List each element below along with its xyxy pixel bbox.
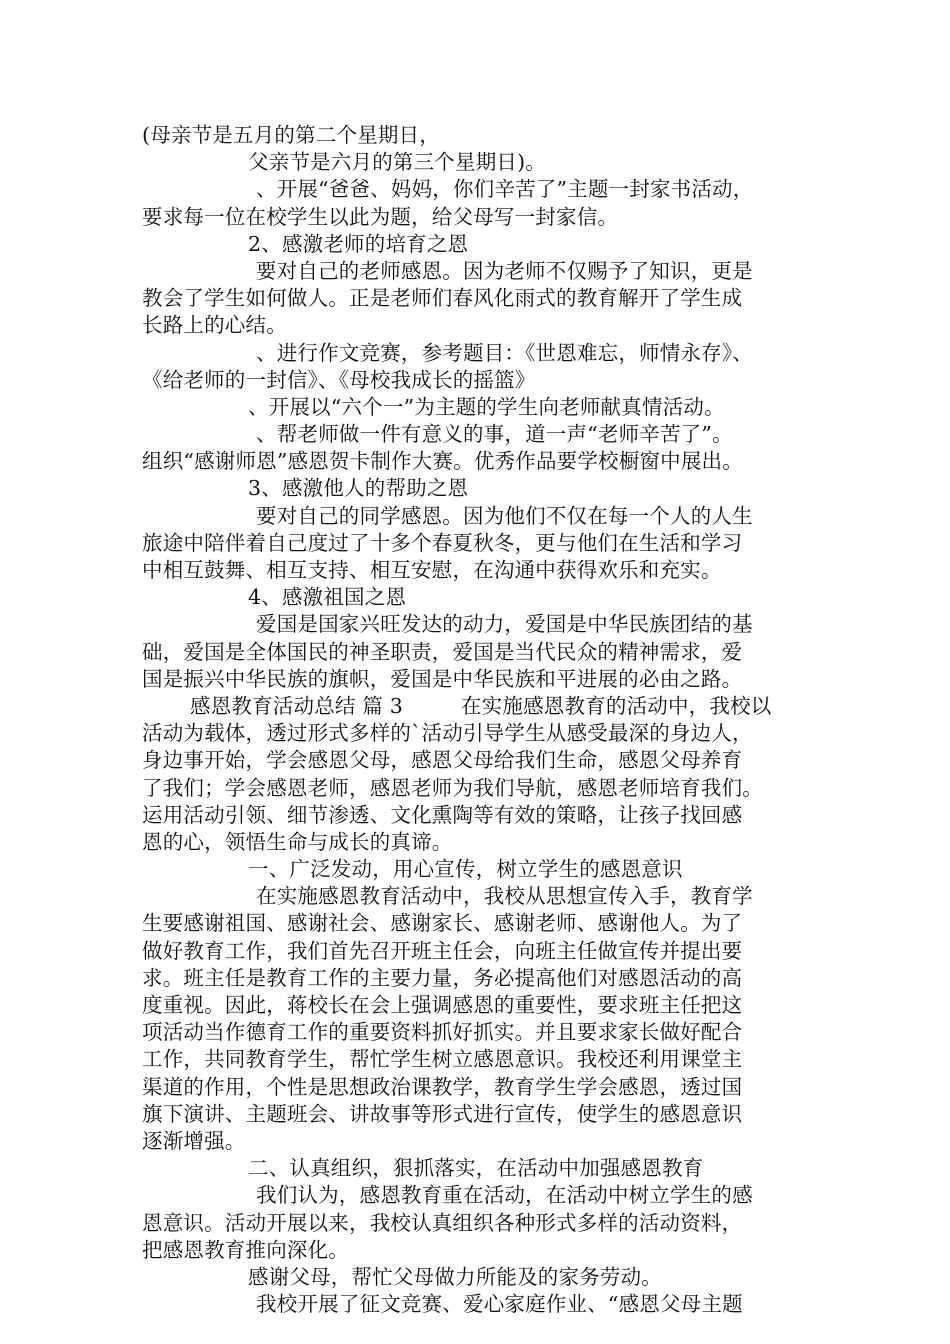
text-line: 在实施感恩教育活动中，我校从思想宣传入手，教育学: [256, 884, 753, 909]
text-line: 要对自己的老师感恩。因为老师不仅赐予了知识，更是: [256, 258, 753, 283]
text-line: 父亲节是六月的第三个星期日)。: [248, 150, 546, 175]
text-line: 要求每一位在校学生以此为题，给父母写一封家信。: [142, 204, 619, 229]
text-line: 组织“感谢师恩”感恩贺卡制作大赛。优秀作品要学校橱窗中展出。: [142, 449, 743, 474]
text-line: 工作，共同教育学生，帮忙学生树立感恩意识。我校还利用课堂主: [142, 1047, 743, 1072]
section-heading: 4、感激祖国之恩: [248, 585, 407, 610]
text-line: 国是振兴中华民族的旗帜，爱国是中华民族和平进展的必由之路。: [142, 666, 743, 691]
summary-heading-line: [142, 693, 822, 720]
section-heading: 一、广泛发动，用心宣传，树立学生的感恩意识: [248, 857, 683, 882]
text-line: 旅途中陪伴着自己度过了十多个春夏秋冬，更与他们在生活和学习: [142, 530, 743, 555]
text-line: 我们认为，感恩教育重在活动，在活动中树立学生的感: [256, 1183, 753, 1208]
text-line: 运用活动引领、细节渗透、文化熏陶等有效的策略，让孩子找回感: [142, 802, 743, 827]
text-line: 、开展“爸爸、妈妈，你们辛苦了”主题一封家书活动，: [256, 177, 754, 202]
text-line: 感谢父母，帮忙父母做力所能及的家务劳动。: [248, 1264, 662, 1289]
text-line: 活动为载体，透过形式多样的`活动引导学生从感受最深的身边人，: [142, 721, 753, 746]
document-page: [142, 122, 822, 1318]
text-line: 恩意识。活动开展以来，我校认真组织各种形式多样的活动资料，: [142, 1210, 743, 1235]
text-line: 、开展以“六个一”为主题的学生向老师献真情活动。: [248, 394, 725, 419]
text-line: 生要感谢祖国、感谢社会、感谢家长、感谢老师、感谢他人。为了: [142, 911, 743, 936]
text-line: 、帮老师做一件有意义的事，道一声“老师辛苦了”。: [256, 422, 733, 447]
summary-intro: 在实施感恩教育的活动中，我校以: [460, 693, 772, 718]
text-line: (母亲节是五月的第二个星期日，: [142, 123, 440, 147]
text-line: 中相互鼓舞、相互支持、相互安慰，在沟通中获得欢乐和充实。: [142, 558, 722, 582]
text-line: 逐渐增强。: [142, 1128, 246, 1153]
text-line: 长路上的心结。: [142, 313, 287, 338]
text-line: 教会了学生如何做人。正是老师们春风化雨式的教育解开了学生成: [142, 286, 743, 311]
text-line: 把感恩教育推向深化。: [142, 1237, 349, 1262]
text-line: 求。班主任是教育工作的主要力量，务必提高他们对感恩活动的高: [142, 965, 743, 990]
text-line: 恩的心，领悟生命与成长的真谛。: [142, 829, 453, 854]
text-line: 旗下演讲、主题班会、讲故事等形式进行宣传，使学生的感恩意识: [142, 1101, 743, 1126]
text-line: 我校开展了征文竞赛、爱心家庭作业、“感恩父母主题: [256, 1292, 743, 1317]
text-line: 、进行作文竞赛，参考题目：《世恩难忘，师情永存》、: [256, 340, 753, 365]
text-line: 身边事开始，学会感恩父母，感恩父母给我们生命，感恩父母养育: [142, 748, 743, 773]
section-heading: 3、感激他人的帮助之恩: [248, 476, 469, 501]
text-line: 《给老师的一封信》、《母校我成长的摇篮》: [142, 367, 536, 392]
text-line: 了我们；学会感恩老师，感恩老师为我们导航，感恩老师培育我们。: [142, 775, 763, 800]
text-line: 做好教育工作，我们首先召开班主任会，向班主任做宣传并提出要: [142, 938, 743, 963]
text-line: 项活动当作德育工作的重要资料抓好抓实。并且要求家长做好配合: [142, 1020, 743, 1045]
text-line: 渠道的作用，个性是思想政治课教学，教育学生学会感恩，透过国: [142, 1074, 743, 1099]
text-line: 度重视。因此，蒋校长在会上强调感恩的重要性，要求班主任把这: [142, 993, 743, 1017]
text-line: 要对自己的同学感恩。因为他们不仅在每一个人的人生: [256, 503, 753, 528]
section-heading: 二、认真组织，狠抓落实，在活动中加强感恩教育: [248, 1156, 704, 1181]
text-line: 爱国是国家兴旺发达的动力，爱国是中华民族团结的基: [256, 612, 753, 637]
text-line: 础，爱国是全体国民的神圣职责，爱国是当代民众的精神需求，爱: [142, 639, 743, 664]
summary-title: 感恩教育活动总结 篇 3: [190, 693, 403, 718]
section-heading: 2、感激老师的培育之恩: [248, 231, 469, 256]
